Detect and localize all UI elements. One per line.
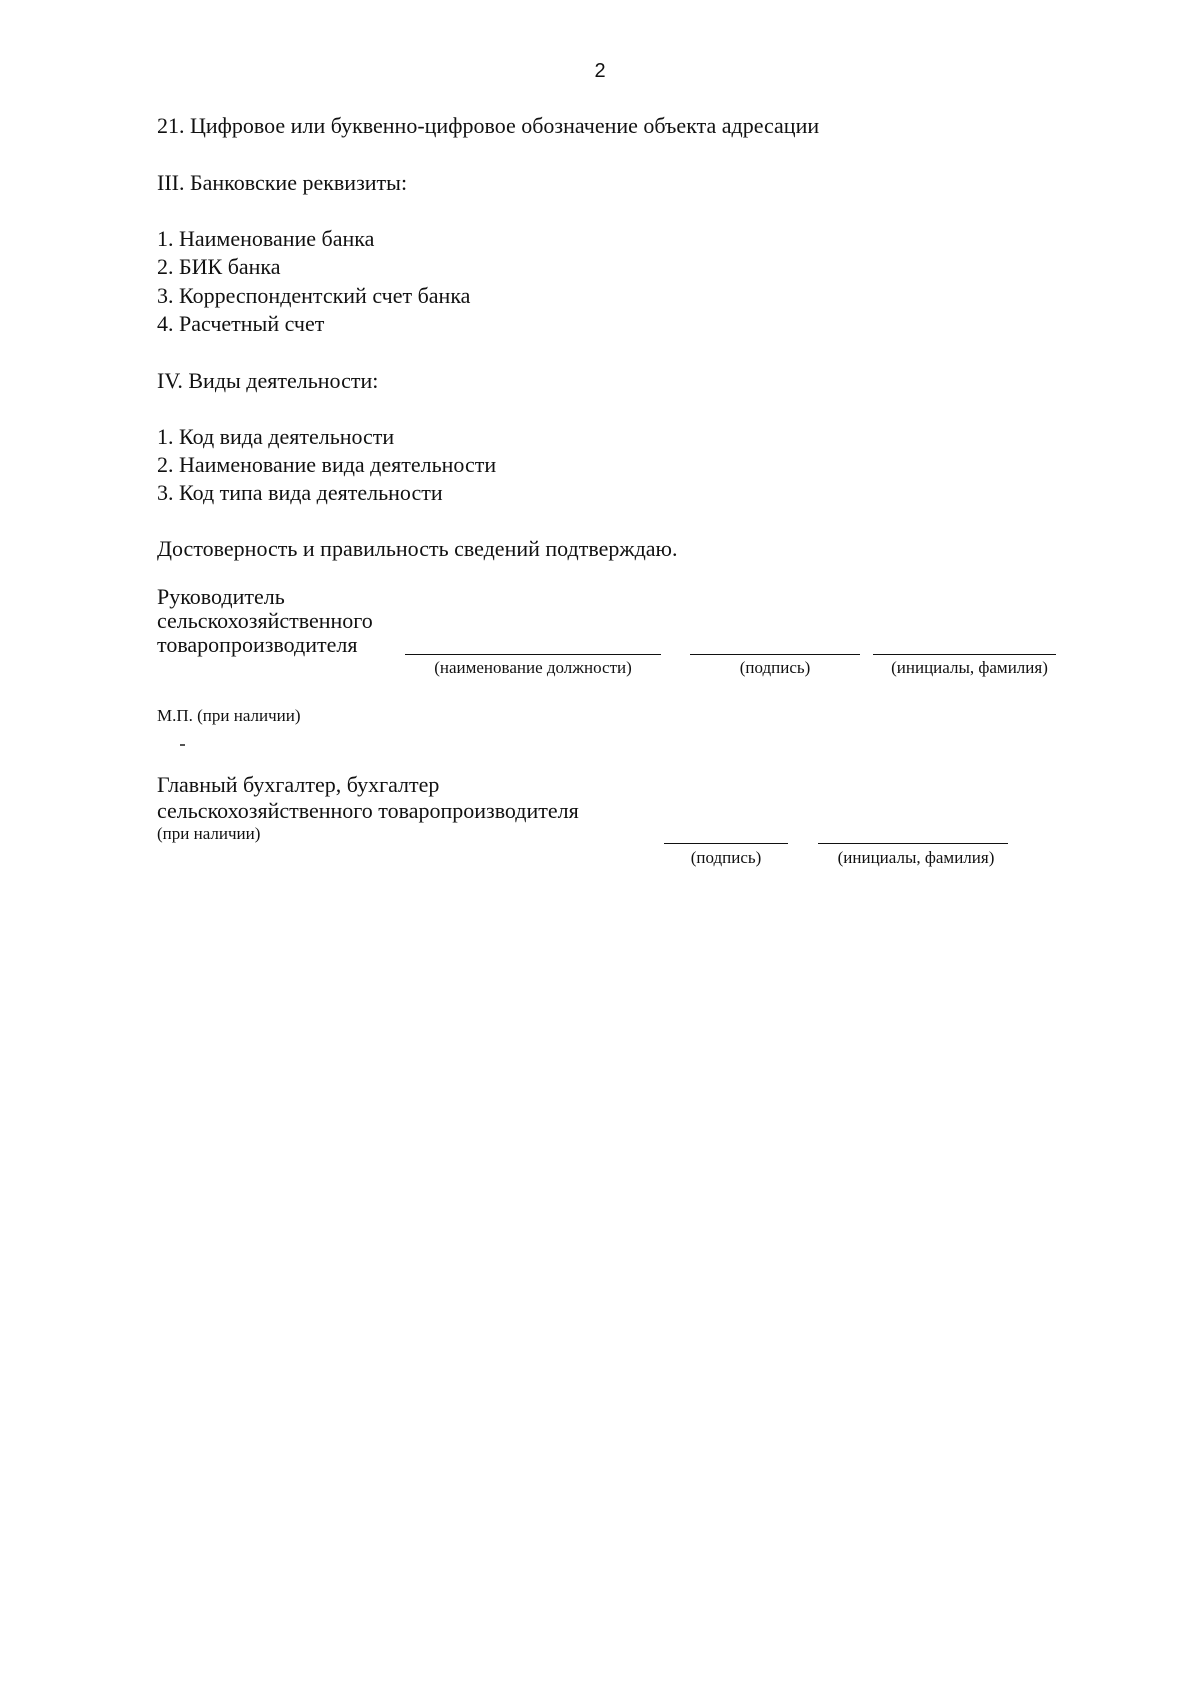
stamp-note: М.П. (при наличии) [157,706,301,725]
item-21-addressing-object: 21. Цифровое или буквенно-цифровое обозначение объекта адресации [157,113,820,138]
bank-item-bik: 2. БИК банка [157,254,281,279]
head-title-line-2: сельскохозяйственного [157,608,373,633]
head-position-line [405,654,661,655]
activity-item-type-code: 3. Код типа вида деятельности [157,480,443,505]
accountant-title-line-1: Главный бухгалтер, бухгалтер [157,772,440,797]
accountant-title-line-2: сельскохозяйственного товаропроизводителя [157,798,579,823]
section-bank-heading: III. Банковские реквизиты: [157,170,408,195]
bank-item-settlement-account: 4. Расчетный счет [157,311,325,336]
activity-item-name: 2. Наименование вида деятельности [157,452,497,477]
confirmation-statement: Достоверность и правильность сведений подтверждаю. [157,536,678,561]
bank-item-name: 1. Наименование банка [157,226,375,251]
head-title-line-3: товаропроизводителя [157,632,358,657]
accountant-note: (при наличии) [157,824,261,843]
accountant-signature-caption: (подпись) [690,848,762,867]
page-number: 2 [594,60,606,82]
head-signature-line [690,654,860,655]
head-position-caption: (наименование должности) [434,658,632,677]
section-activity-heading: IV. Виды деятельности: [157,368,379,393]
accountant-name-caption: (инициалы, фамилия) [837,848,995,867]
head-title-line-1: Руководитель [157,584,285,609]
head-signature-caption: (подпись) [739,658,811,677]
scan-artifact [180,744,185,746]
head-name-line [873,654,1056,655]
bank-item-corr-account: 3. Корреспондентский счет банка [157,283,471,308]
head-name-caption: (инициалы, фамилия) [891,658,1048,677]
activity-item-code: 1. Код вида деятельности [157,424,395,449]
accountant-name-line [818,843,1008,844]
accountant-signature-line [664,843,788,844]
